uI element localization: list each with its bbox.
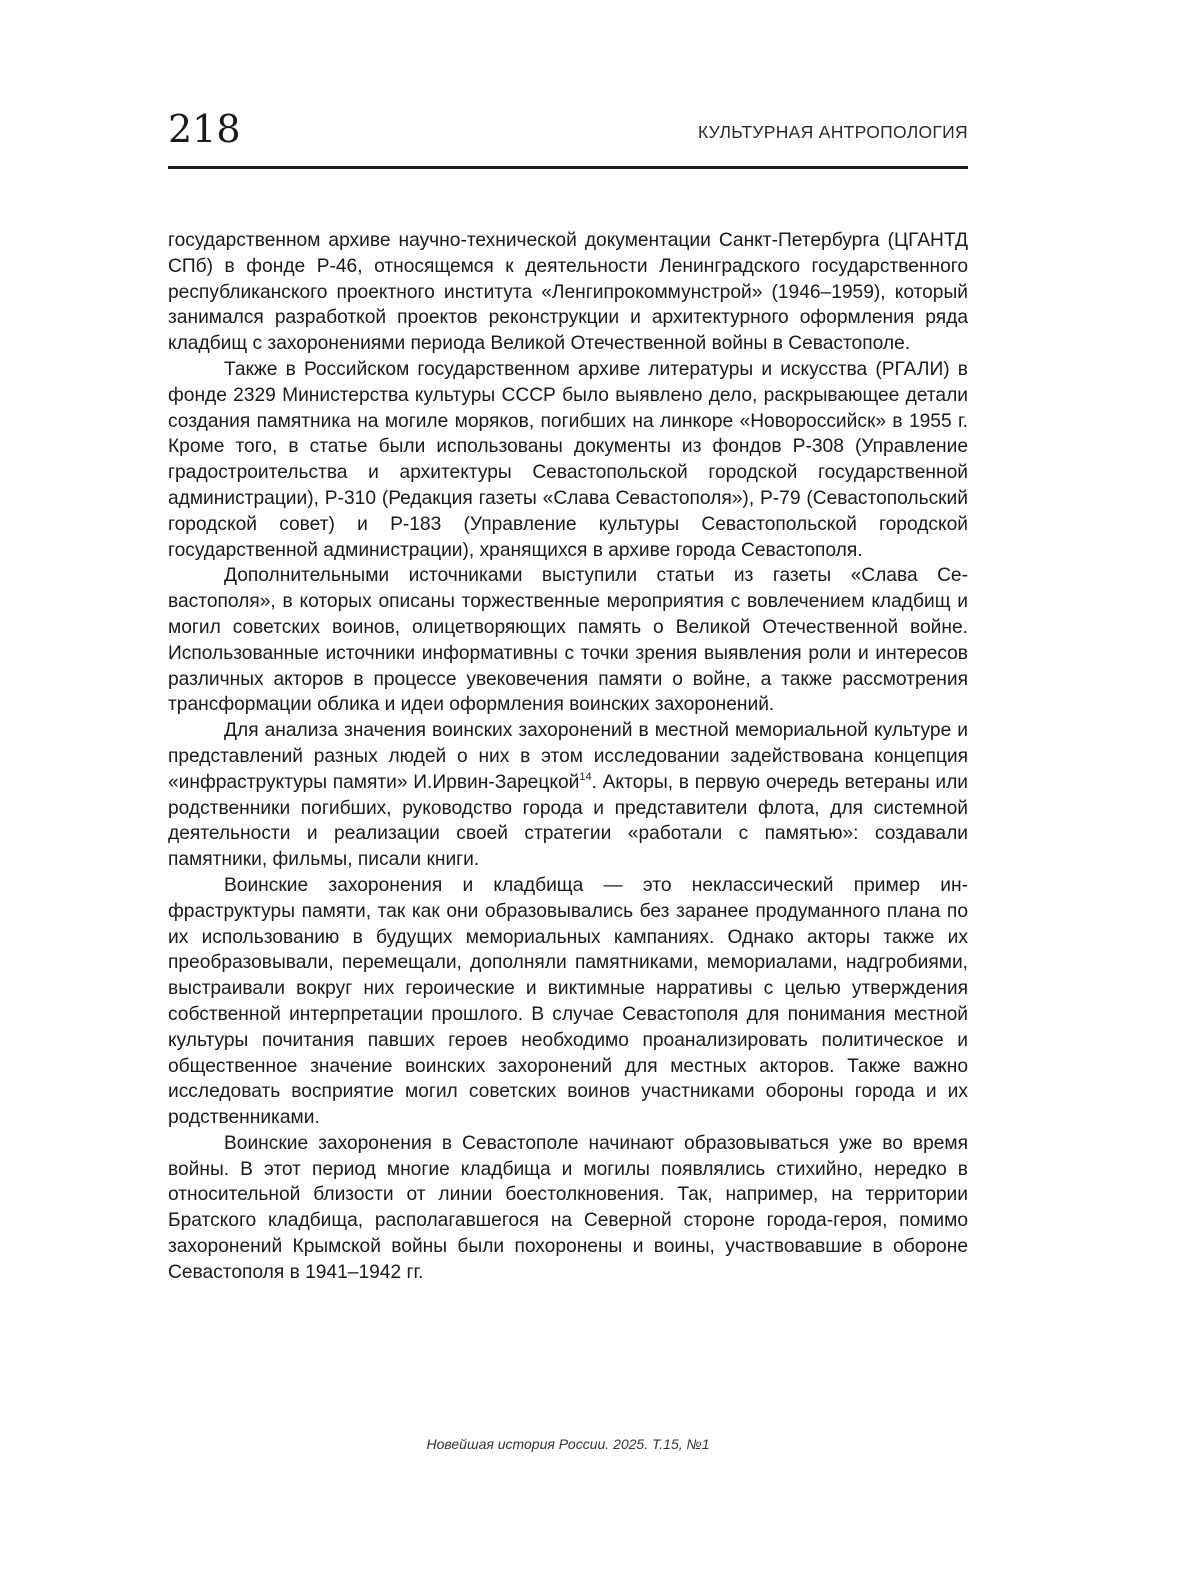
paragraph-4-text-before: Для анализа значения воинских захоронений в местной мемориальной культуре и представлений разных людей о них в этом исследовании задействована концепция «инфраструктуры памяти» И.Ирвин-Зарецкой — [168, 720, 968, 793]
journal-footer: Новейшая история России. 2025. Т.15, №1 — [426, 1436, 710, 1452]
footnote-reference-14[interactable]: 14 — [579, 770, 592, 783]
paragraph-2: Также в Российском государственном архиве литературы и искусства (РГАЛИ) в фонде 2329 Министерства культуры СССР было выявлено дело, раскрывающее детали создания памятника на могиле моряков, погибших на линкоре «Новороссийск» в 1955 г. Кроме того, в статье были использованы документы из фондов Р-308 (Управление градостроительства и архитектуры Севастопольской городской государственной администрации), Р-310 (Редакция газеты «Слава Севастополя»), Р-79 (Севастопольский городской совет) и Р-183 (Управление культуры Севастопольской городской государственной администрации), хранящихся в архиве города Севастополя. — [168, 358, 968, 561]
page-number: 218 — [168, 107, 241, 151]
paragraph-4-text-after: . Акторы, в первую очередь ветераны или родственники погибших, руководство города и представители флота, для системной деятельности и реализации своей стратегии «работали с памятью»: создавали памятники, фильмы, писали книги. — [168, 771, 968, 871]
running-head: КУЛЬТУРНАЯ АНТРОПОЛОГИЯ — [697, 122, 968, 142]
article-body — [168, 228, 968, 1286]
paragraph-1: государственном архиве научно-технической документации Санкт-Петербурга (ЦГАНТД СПб) в фонде Р-46, относящемся к деятельности Ленинградского государственного республиканского проектного института «Ленгипрокоммунстрой» (1946–1959), который занимался разработкой проектов реконструкции и архитектурного оформления ряда кладбищ с захоронениями периода Великой Отечественной войны в Севастополе. — [168, 230, 968, 355]
header-divider — [168, 166, 968, 169]
paragraph-6: Воинские захоронения в Севастополе начинают образовываться уже во время войны. В этот период многие кладбища и могилы появлялись стихийно, нередко в относительной близости от линии боестолкновения. Так, например, на территории Братского кладбища, располагавшегося на Северной стороне города-героя, помимо захоронений Крымской войны были похоронены и воины, участвовавшие в обороне Севастополя в 1941–1942 гг. — [168, 1132, 968, 1283]
page-header — [168, 100, 968, 170]
paragraph-4 — [168, 718, 968, 873]
paragraph-5: Воинские захоронения и кладбища — это неклассический пример инфраструктуры памяти, так как они образовывались без заранее продуманного плана по их использованию в будущих мемориальных кампаниях. Однако акторы также их преобразовывали, перемещали, дополняли памятниками, мемориалами, надгробиями, выстраивали вокруг них героические и виктимные нарративы с целью утверждения собственной интерпретации прошлого. В случае Севастополя для понимания местной культуры почитания павших героев необходимо проанализировать политическое и общественное значение воинских захоронений для местных акторов. Также важно исследовать восприятие могил советских воинов участниками обороны города и их родственниками. — [168, 874, 968, 1129]
paragraph-3: Дополнительными источниками выступили статьи из газеты «Слава Севастополя», в которых описаны торжественные мероприятия с вовлечением кладбищ и могил советских воинов, олицетворяющих память о Великой Отечественной войне. Использованные источники информативны с точки зрения выявления роли и интересов различных акторов в процессе увековечения памяти о войне, а также рассмотрения трансформации облика и идеи оформления воинских захоронений. — [168, 565, 968, 716]
